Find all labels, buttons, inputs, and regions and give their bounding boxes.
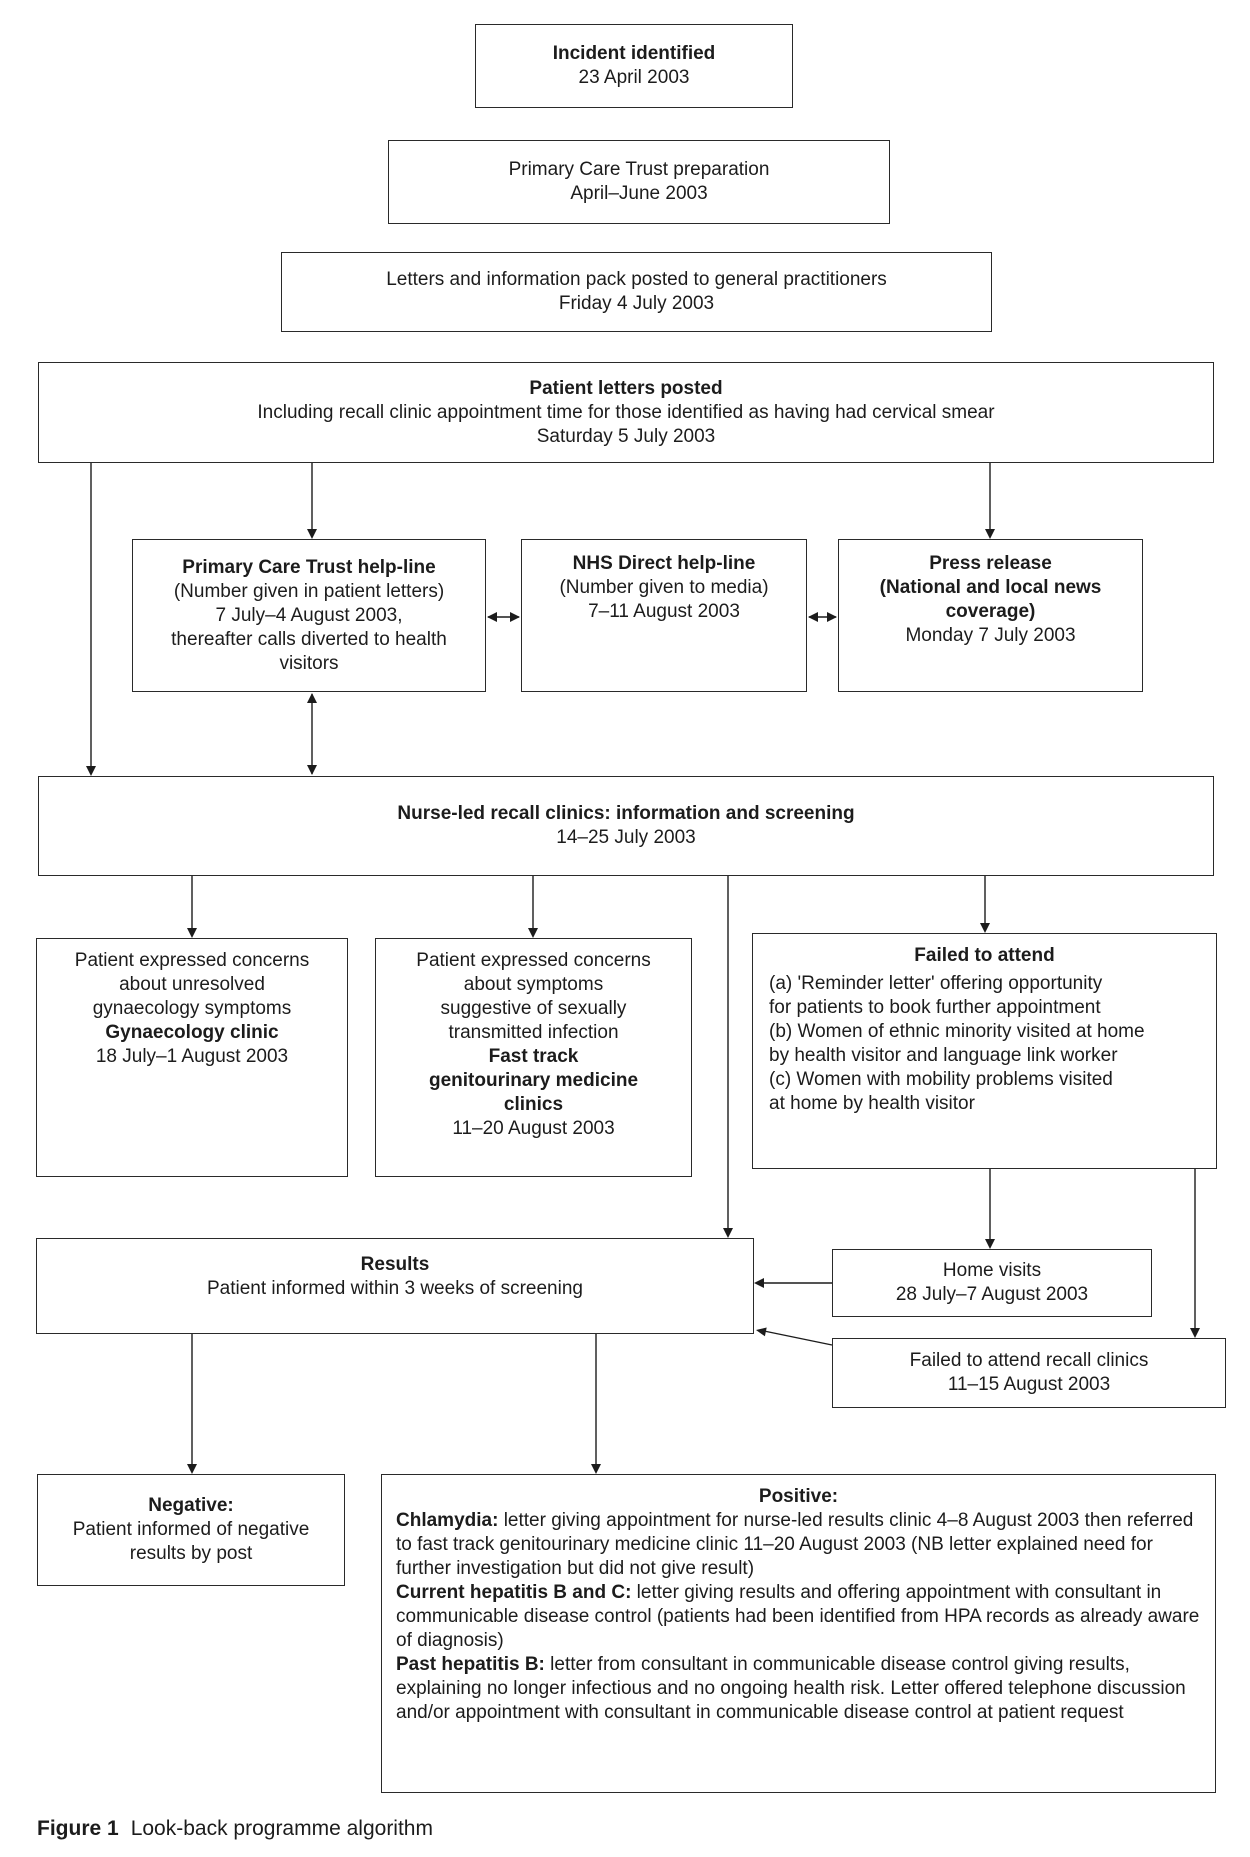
arrow-patient-letters-to-nurse-led bbox=[86, 463, 96, 776]
double-arrow-nhs-direct-press-release bbox=[808, 612, 837, 622]
positive-paragraph-current-hepatitis bbox=[396, 1581, 1201, 1653]
box-date: April–June 2003 bbox=[570, 183, 708, 204]
box-line: for patients to book further appointment bbox=[769, 997, 1101, 1018]
box-line: by health visitor and language link worker bbox=[769, 1045, 1118, 1066]
box-title-line: (National and local news bbox=[879, 577, 1102, 598]
box-line: (Number given to media) bbox=[559, 577, 769, 598]
figure-caption bbox=[37, 1816, 433, 1842]
paragraph-lead: Chlamydia: bbox=[396, 1510, 499, 1531]
box-results bbox=[36, 1238, 754, 1334]
box-date: 28 July–7 August 2003 bbox=[895, 1284, 1089, 1305]
arrow-nurse-led-to-results bbox=[723, 876, 733, 1238]
box-title-line: Fast track bbox=[488, 1046, 579, 1067]
paragraph-text: letter giving results and offering appointment with consultant in communicable disease control (patients had been identified from HPA records as already aware of diagnosis) bbox=[396, 1582, 1200, 1651]
double-arrow-pct-helpline-nurse-led bbox=[307, 693, 317, 775]
box-title: Patient letters posted bbox=[529, 377, 723, 399]
box-title: Incident identified bbox=[552, 43, 716, 64]
arrow-home-visits-to-results bbox=[754, 1278, 832, 1288]
box-line: Home visits bbox=[942, 1260, 1042, 1281]
positive-paragraph-chlamydia bbox=[396, 1509, 1201, 1581]
box-title: Primary Care Trust help-line bbox=[182, 556, 436, 578]
box-title-line: clinics bbox=[503, 1094, 564, 1115]
box-nurse-led-clinics bbox=[38, 776, 1214, 876]
box-line: Primary Care Trust preparation bbox=[508, 159, 770, 180]
box-date: 11–20 August 2003 bbox=[452, 1118, 615, 1139]
box-patient-letters-posted bbox=[38, 362, 1214, 463]
paragraph-text: letter giving appointment for nurse-led results clinic 4–8 August 2003 then referred to fast track genitourinary medicine clinic 11–20 August 2003 (NB letter explained need for further investigation but did not give result) bbox=[396, 1510, 1194, 1579]
box-line: 7–11 August 2003 bbox=[588, 601, 740, 622]
box-title: Negative: bbox=[148, 1495, 234, 1516]
box-title: Nurse-led recall clinics: information and screening bbox=[397, 803, 855, 824]
box-gynaecology-clinic bbox=[36, 938, 348, 1177]
arrow-nurse-led-to-failed-to-attend bbox=[980, 876, 990, 933]
box-negative-results bbox=[37, 1474, 345, 1586]
box-date: Friday 4 July 2003 bbox=[558, 293, 715, 314]
arrow-patient-letters-to-pct-helpline bbox=[307, 463, 317, 539]
box-pct-helpline bbox=[132, 539, 486, 692]
box-home-visits bbox=[832, 1249, 1152, 1317]
box-line: 7 July–4 August 2003, bbox=[215, 604, 403, 626]
arrow-results-to-positive bbox=[591, 1334, 601, 1474]
paragraph-text: letter from consultant in communicable disease control giving results, explaining no longer infectious and no ongoing health risk. Letter offered telephone discussion and/or appointment with consultant in communicable disease control at patient request bbox=[396, 1654, 1186, 1723]
box-line: thereafter calls diverted to health bbox=[171, 628, 447, 650]
box-line: (b) Women of ethnic minority visited at home bbox=[769, 1021, 1145, 1042]
box-line: Failed to attend recall clinics bbox=[909, 1350, 1149, 1371]
box-line: at home by health visitor bbox=[769, 1093, 975, 1114]
box-title: Results bbox=[360, 1254, 430, 1275]
box-line: Patient expressed concerns bbox=[74, 950, 310, 971]
box-line: gynaecology symptoms bbox=[92, 998, 292, 1019]
box-line: (a) 'Reminder letter' offering opportunity bbox=[769, 973, 1103, 994]
paragraph-lead: Current hepatitis B and C: bbox=[396, 1582, 632, 1603]
box-line: (c) Women with mobility problems visited bbox=[769, 1069, 1113, 1090]
arrow-results-to-negative bbox=[187, 1334, 197, 1474]
figure-caption-label: Figure 1 bbox=[37, 1817, 119, 1840]
box-date: 14–25 July 2003 bbox=[556, 827, 696, 848]
box-title: NHS Direct help-line bbox=[572, 553, 756, 574]
box-incident-identified bbox=[475, 24, 793, 108]
box-date: 11–15 August 2003 bbox=[947, 1374, 1111, 1395]
positive-paragraph-past-hepatitis bbox=[396, 1653, 1201, 1725]
box-date: Saturday 5 July 2003 bbox=[536, 425, 716, 447]
box-title-line: coverage) bbox=[945, 601, 1036, 622]
arrow-failed-recall-to-results bbox=[756, 1328, 832, 1346]
box-positive-results bbox=[381, 1474, 1216, 1793]
arrow-nurse-led-to-gyn-clinic bbox=[187, 876, 197, 938]
box-line: Including recall clinic appointment time for those identified as having had cervical smear bbox=[257, 401, 995, 423]
arrow-nurse-led-to-gum-clinic bbox=[528, 876, 538, 938]
box-failed-to-attend-recall bbox=[832, 1338, 1226, 1408]
box-line: Patient expressed concerns bbox=[416, 950, 651, 971]
box-line: Patient informed within 3 weeks of screening bbox=[207, 1278, 583, 1299]
box-pct-preparation bbox=[388, 140, 890, 224]
box-line: about unresolved bbox=[119, 974, 265, 995]
figure-caption-text: Look-back programme algorithm bbox=[130, 1817, 433, 1840]
box-nhs-direct-helpline bbox=[521, 539, 807, 692]
box-line: (Number given in patient letters) bbox=[173, 580, 445, 602]
arrow-patient-letters-to-press-release bbox=[985, 463, 995, 539]
box-line: Letters and information pack posted to general practitioners bbox=[386, 269, 887, 290]
box-line: suggestive of sexually bbox=[440, 998, 627, 1019]
box-title: Positive: bbox=[758, 1486, 839, 1507]
arrow-failed-to-attend-to-home-visits bbox=[985, 1169, 995, 1249]
box-failed-to-attend bbox=[752, 933, 1217, 1169]
paragraph-lead: Past hepatitis B: bbox=[396, 1654, 545, 1675]
box-title: Failed to attend bbox=[914, 945, 1055, 966]
box-line: Patient informed of negative results by post bbox=[72, 1519, 310, 1564]
box-line: transmitted infection bbox=[448, 1022, 619, 1043]
box-date: 18 July–1 August 2003 bbox=[95, 1046, 289, 1067]
box-press-release bbox=[838, 539, 1143, 692]
box-line: visitors bbox=[279, 652, 339, 674]
double-arrow-pct-helpline-nhs-direct bbox=[487, 612, 520, 622]
box-title-line: genitourinary medicine bbox=[428, 1070, 639, 1091]
box-date: Monday 7 July 2003 bbox=[905, 625, 1076, 646]
box-date: 23 April 2003 bbox=[578, 67, 690, 88]
box-title: Press release bbox=[929, 553, 1052, 574]
box-line: about symptoms bbox=[463, 974, 604, 995]
box-title: Gynaecology clinic bbox=[105, 1022, 279, 1043]
box-gp-letters bbox=[281, 252, 992, 332]
arrow-failed-to-attend-to-failed-recall bbox=[1190, 1169, 1200, 1338]
box-gum-clinic bbox=[375, 938, 692, 1177]
